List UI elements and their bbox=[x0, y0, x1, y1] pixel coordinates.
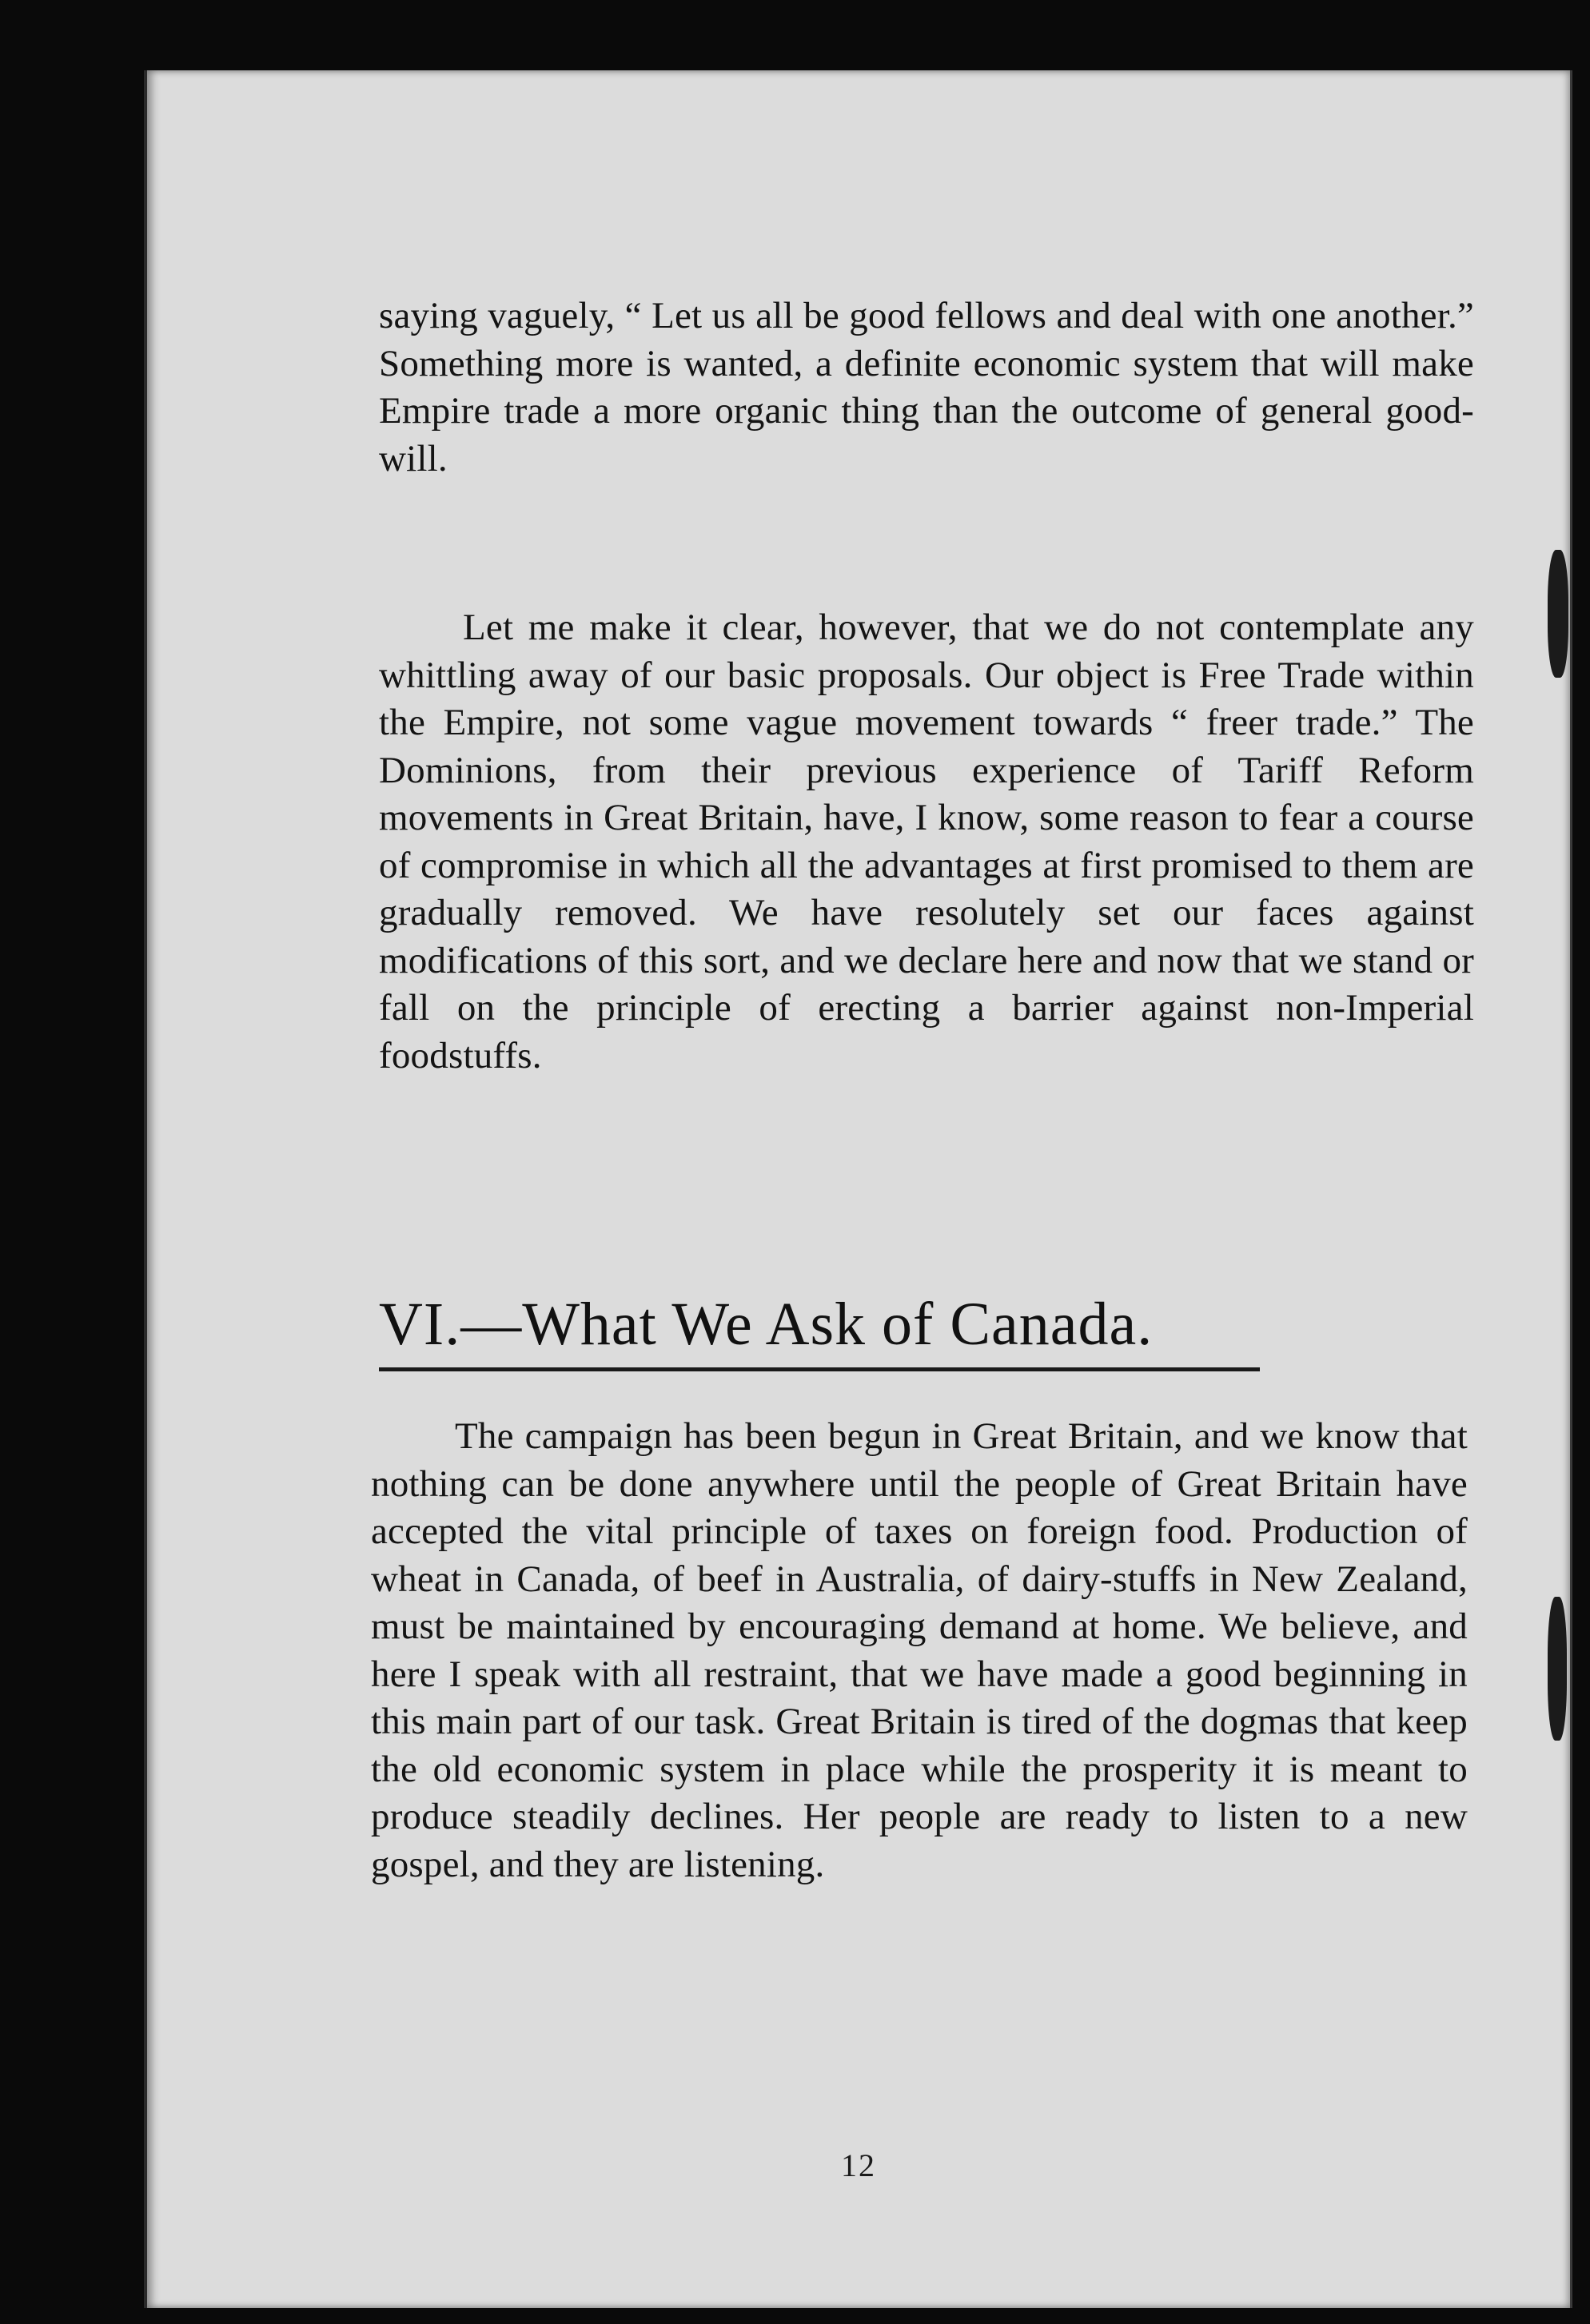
paragraph-2 bbox=[379, 604, 1474, 1080]
edge-blot-upper bbox=[1548, 550, 1568, 678]
paragraph-1-text: saying vaguely, “ Let us all be good fellows and deal with one another.” Something more is wanted, a definite economic system that will make Empire trade a more organic thing than the outcome of general good-will. bbox=[379, 295, 1474, 480]
page-number: 12 bbox=[841, 2147, 876, 2183]
paragraph-3 bbox=[371, 1413, 1468, 1888]
edge-blot-lower bbox=[1548, 1597, 1567, 1741]
paragraph-2-text: Let me make it clear, however, that we do not contemplate any whittling away of our basic proposals. Our object is Free Trade within the Empire, not some vague movement towards “ freer trade.” The Dominions, from their previous experience of Tariff Reform movements in Great Britain, have, I know, some reason to fear a course of compromise in which all the advantages at first promised to them are gradually removed. We have resolutely set our faces against modifications of this sort, and we declare here and now that we stand or fall on the principle of erecting a barrier against non-Imperial foodstuffs. bbox=[379, 607, 1474, 1076]
paragraph-1 bbox=[379, 292, 1474, 483]
document-page bbox=[144, 70, 1572, 2308]
section-heading: VI.—What We Ask of Canada. bbox=[379, 1291, 1154, 1358]
heading-underline bbox=[379, 1367, 1260, 1371]
paragraph-3-text: The campaign has been begun in Great Britain, and we know that nothing can be done anywhere until the people of Great Britain have accepted the vital principle of taxes on foreign food. Production of wheat in Canada, of beef in Australia, of dairy-stuffs in New Zealand, must be maintained by encouraging demand at home. We believe, and here I speak with all restraint, that we have made a good beginning in this main part of our task. Great Britain is tired of the dogmas that keep the old economic system in place while the prosperity it is meant to produce steadily declines. Her people are ready to listen to a new gospel, and they are listening. bbox=[371, 1415, 1468, 1885]
